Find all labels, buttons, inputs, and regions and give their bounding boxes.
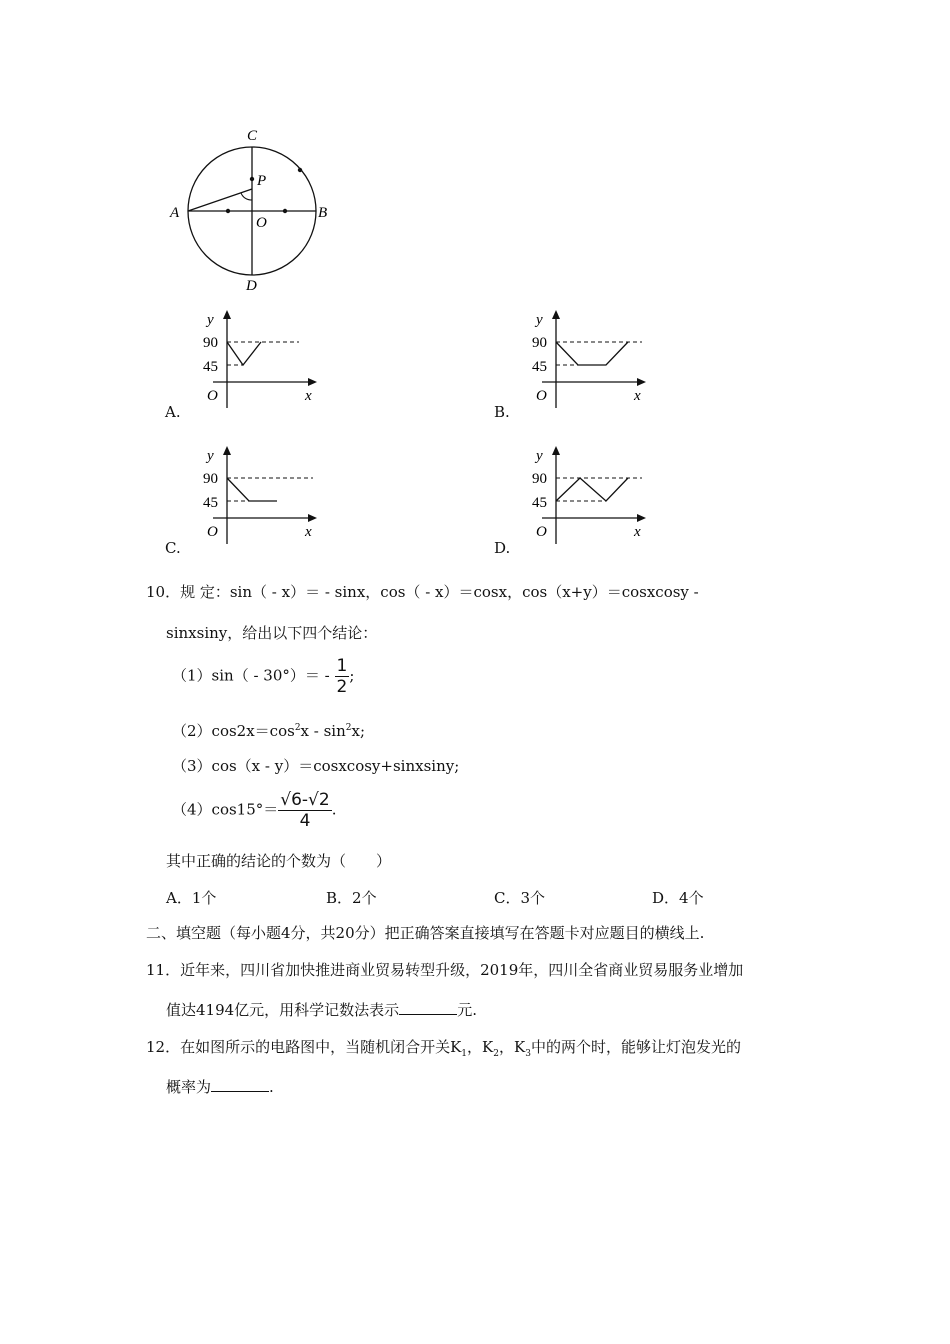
label-c: C: [247, 128, 258, 144]
point-right: [283, 209, 287, 213]
answer-blank[interactable]: [399, 1000, 457, 1015]
fraction-one-half: [335, 656, 350, 697]
separator: ，K: [498, 1038, 526, 1056]
point-arc: [298, 168, 302, 172]
exponent: 2: [294, 723, 301, 733]
graph-curve: [227, 342, 261, 365]
graph-d: [524, 444, 654, 544]
origin-label: O: [536, 388, 547, 404]
q10-item1-prefix: （1）sin（ - 30°）＝ -: [172, 666, 335, 685]
tick-90: 90: [203, 471, 218, 487]
subscript: 3: [525, 1049, 531, 1059]
q10-item2-part-b: x - sin: [300, 722, 346, 740]
tick-90: 90: [203, 335, 218, 351]
label-d: D: [246, 278, 257, 294]
q12-line1: [146, 1037, 741, 1064]
fraction-denominator: 2: [336, 677, 348, 697]
y-label: y: [536, 448, 543, 464]
q10-choice-d: D．4个: [652, 889, 704, 907]
y-label: y: [207, 312, 214, 328]
fraction-numerator: √6-√2: [280, 790, 330, 810]
circle-figure: [160, 120, 340, 300]
angle-mark: [241, 193, 252, 200]
q10-item3: （3）cos（x - y）＝cosxcosy+sinxsiny;: [172, 757, 460, 775]
option-c-label: C.: [165, 539, 181, 557]
x-arrow: [637, 378, 646, 386]
x-arrow: [308, 514, 317, 522]
q12-line2-prefix: 概率为: [166, 1078, 212, 1096]
x-label: x: [634, 388, 641, 404]
q11-line1: 11．近年来，四川省加快推进商业贸易转型升级，2019年，四川全省商业贸易服务业增加: [146, 961, 744, 979]
y-arrow: [223, 446, 231, 455]
option-b-label: B.: [494, 403, 510, 421]
label-o: O: [256, 215, 267, 231]
tick-45: 45: [532, 495, 547, 511]
exponent: 2: [345, 723, 352, 733]
q10-stem-line1: 10．规 定：sin（ - x）＝ - sinx，cos（ - x）＝cosx，cos（x+y）＝cosxcosy -: [146, 583, 699, 601]
point-left: [226, 209, 230, 213]
q10-item2-part-a: （2）cos2x＝cos: [172, 722, 295, 740]
subscript: 2: [493, 1049, 499, 1059]
fraction-sqrt: [278, 790, 331, 831]
q10-item2: [172, 718, 365, 741]
q10-choice-b: B．2个: [326, 889, 377, 907]
q10-item2-part-c: x;: [351, 722, 366, 740]
q12-line1-prefix: 12．在如图所示的电路图中，当随机闭合开关K: [146, 1038, 462, 1056]
q12-line2: [166, 1077, 274, 1097]
q11-line2-prefix: 值达4194亿元，用科学记数法表示: [166, 1001, 400, 1019]
q10-question: 其中正确的结论的个数为（ ）: [166, 852, 392, 870]
x-arrow: [308, 378, 317, 386]
q11-line2-suffix: 元.: [457, 1001, 477, 1019]
option-d-label: D.: [494, 539, 511, 557]
tick-45: 45: [203, 495, 218, 511]
graph-a: [195, 308, 325, 408]
q10-item1: [172, 656, 354, 697]
origin-label: O: [207, 388, 218, 404]
q10-item1-suffix: ;: [349, 666, 355, 685]
y-label: y: [536, 312, 543, 328]
y-arrow: [552, 310, 560, 319]
q10-item4-suffix: .: [331, 800, 337, 819]
label-b: B: [318, 205, 328, 221]
point-p: [250, 177, 254, 181]
graph-curve: [227, 478, 277, 501]
q10-stem-line2: sinxsiny，给出以下四个结论：: [166, 624, 378, 642]
tick-45: 45: [203, 359, 218, 375]
graph-c: [195, 444, 325, 544]
answer-blank[interactable]: [211, 1077, 269, 1092]
separator: ，K: [467, 1038, 494, 1056]
tick-90: 90: [532, 471, 547, 487]
x-arrow: [637, 514, 646, 522]
q10-item4: [172, 790, 336, 831]
q10-choice-a: A．1个: [166, 889, 217, 907]
label-p: P: [257, 173, 267, 189]
fraction-numerator: 1: [336, 656, 348, 676]
fraction-denominator: 4: [278, 810, 331, 831]
section2-heading: 二、填空题（每小题4分，共20分）把正确答案直接填写在答题卡对应题目的横线上.: [146, 924, 705, 942]
q10-item4-prefix: （4）cos15°＝: [172, 800, 279, 819]
q10-choice-c: C．3个: [494, 889, 546, 907]
tick-45: 45: [532, 359, 547, 375]
graph-curve: [556, 478, 628, 501]
x-label: x: [305, 524, 312, 540]
option-a-label: A.: [165, 403, 181, 421]
q12-line2-suffix: .: [269, 1078, 274, 1096]
tick-90: 90: [532, 335, 547, 351]
x-label: x: [634, 524, 641, 540]
origin-label: O: [536, 524, 547, 540]
y-arrow: [223, 310, 231, 319]
q11-line2: [166, 1000, 477, 1020]
subscript: 1: [461, 1049, 468, 1059]
label-a: A: [170, 205, 180, 221]
y-arrow: [552, 446, 560, 455]
graph-curve: [556, 342, 628, 365]
graph-b: [524, 308, 654, 408]
y-label: y: [207, 448, 214, 464]
q12-line1-suffix: 中的两个时，能够让灯泡发光的: [530, 1038, 741, 1056]
segment-ap: [188, 189, 252, 211]
origin-label: O: [207, 524, 218, 540]
x-label: x: [305, 388, 312, 404]
